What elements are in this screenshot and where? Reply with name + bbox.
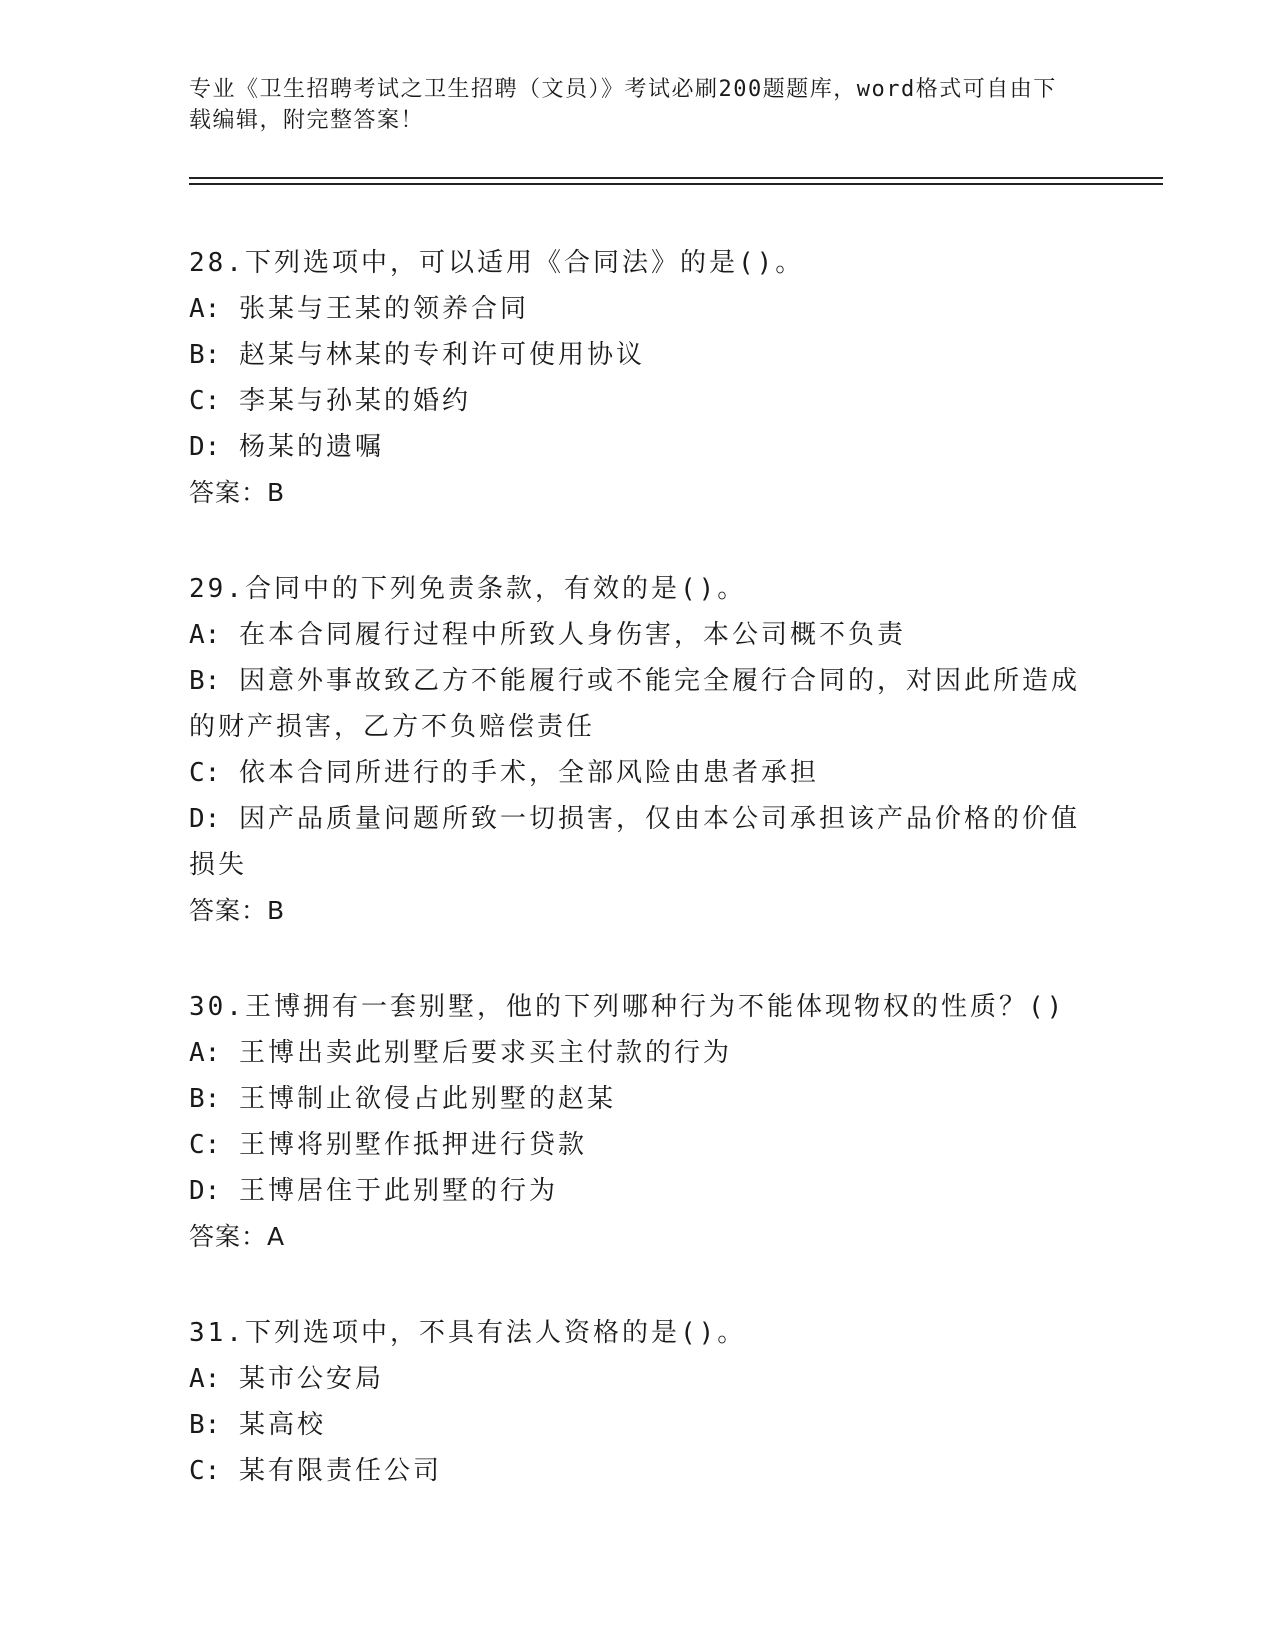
option-letter: D: bbox=[189, 432, 221, 462]
option-b bbox=[189, 1402, 1089, 1448]
question-list bbox=[189, 240, 1089, 1544]
option-c bbox=[189, 1448, 1089, 1494]
option-text: 某高校 bbox=[238, 1410, 326, 1440]
question-stem: 28.下列选项中，可以适用《合同法》的是()。 bbox=[189, 248, 805, 278]
answer-label: 答案：A bbox=[189, 1222, 286, 1251]
option-letter: A: bbox=[189, 1038, 221, 1068]
option-b bbox=[189, 1076, 1089, 1122]
option-b bbox=[189, 658, 1089, 750]
option-text: 李某与孙某的婚约 bbox=[238, 386, 471, 416]
option-letter: C: bbox=[189, 386, 221, 416]
header-divider-top bbox=[189, 177, 1163, 179]
option-letter: B: bbox=[189, 1410, 221, 1440]
question-30 bbox=[189, 984, 1089, 1260]
option-letter: D: bbox=[189, 804, 221, 834]
question-stem: 31.下列选项中，不具有法人资格的是()。 bbox=[189, 1318, 747, 1348]
option-text: 杨某的遗嘱 bbox=[238, 432, 384, 462]
option-letter: A: bbox=[189, 620, 221, 650]
question-stem: 29.合同中的下列免责条款，有效的是()。 bbox=[189, 574, 747, 604]
option-c bbox=[189, 1122, 1089, 1168]
option-text: 某市公安局 bbox=[238, 1364, 384, 1394]
question-stem: 30.王博拥有一套别墅，他的下列哪种行为不能体现物权的性质？() bbox=[189, 992, 1066, 1022]
option-c bbox=[189, 378, 1089, 424]
document-header: 专业《卫生招聘考试之卫生招聘（文员）》考试必刷200题题库，word格式可自由下载编辑，附完整答案！ bbox=[189, 77, 1057, 133]
option-letter: C: bbox=[189, 1456, 221, 1486]
option-a bbox=[189, 286, 1089, 332]
option-letter: B: bbox=[189, 1084, 221, 1114]
question-28 bbox=[189, 240, 1089, 516]
option-letter: A: bbox=[189, 294, 221, 324]
header-divider-bottom bbox=[189, 183, 1163, 185]
option-letter: D: bbox=[189, 1176, 221, 1206]
option-text: 张某与王某的领养合同 bbox=[238, 294, 529, 324]
option-c bbox=[189, 750, 1089, 796]
option-text: 赵某与林某的专利许可使用协议 bbox=[238, 340, 645, 370]
option-letter: B: bbox=[189, 666, 221, 696]
option-letter: C: bbox=[189, 758, 221, 788]
question-31 bbox=[189, 1310, 1089, 1494]
answer-label: 答案：B bbox=[189, 478, 286, 507]
option-text: 依本合同所进行的手术，全部风险由患者承担 bbox=[238, 758, 819, 788]
option-letter: B: bbox=[189, 340, 221, 370]
option-text: 因产品质量问题所致一切损害，仅由本公司承担该产品价格的价值损失 bbox=[189, 804, 1080, 880]
option-a bbox=[189, 1030, 1089, 1076]
option-text: 因意外事故致乙方不能履行或不能完全履行合同的，对因此所造成的财产损害，乙方不负赔偿责任 bbox=[189, 666, 1080, 742]
option-text: 王博将别墅作抵押进行贷款 bbox=[238, 1130, 587, 1160]
option-letter: A: bbox=[189, 1364, 221, 1394]
option-text: 王博出卖此别墅后要求买主付款的行为 bbox=[238, 1038, 732, 1068]
option-d bbox=[189, 796, 1089, 888]
option-a bbox=[189, 612, 1089, 658]
option-text: 王博制止欲侵占此别墅的赵某 bbox=[238, 1084, 616, 1114]
option-text: 王博居住于此别墅的行为 bbox=[238, 1176, 558, 1206]
option-d bbox=[189, 424, 1089, 470]
option-text: 某有限责任公司 bbox=[238, 1456, 442, 1486]
answer-label: 答案：B bbox=[189, 896, 286, 925]
option-a bbox=[189, 1356, 1089, 1402]
option-b bbox=[189, 332, 1089, 378]
question-29 bbox=[189, 566, 1089, 934]
option-d bbox=[189, 1168, 1089, 1214]
option-text: 在本合同履行过程中所致人身伤害，本公司概不负责 bbox=[238, 620, 906, 650]
option-letter: C: bbox=[189, 1130, 221, 1160]
